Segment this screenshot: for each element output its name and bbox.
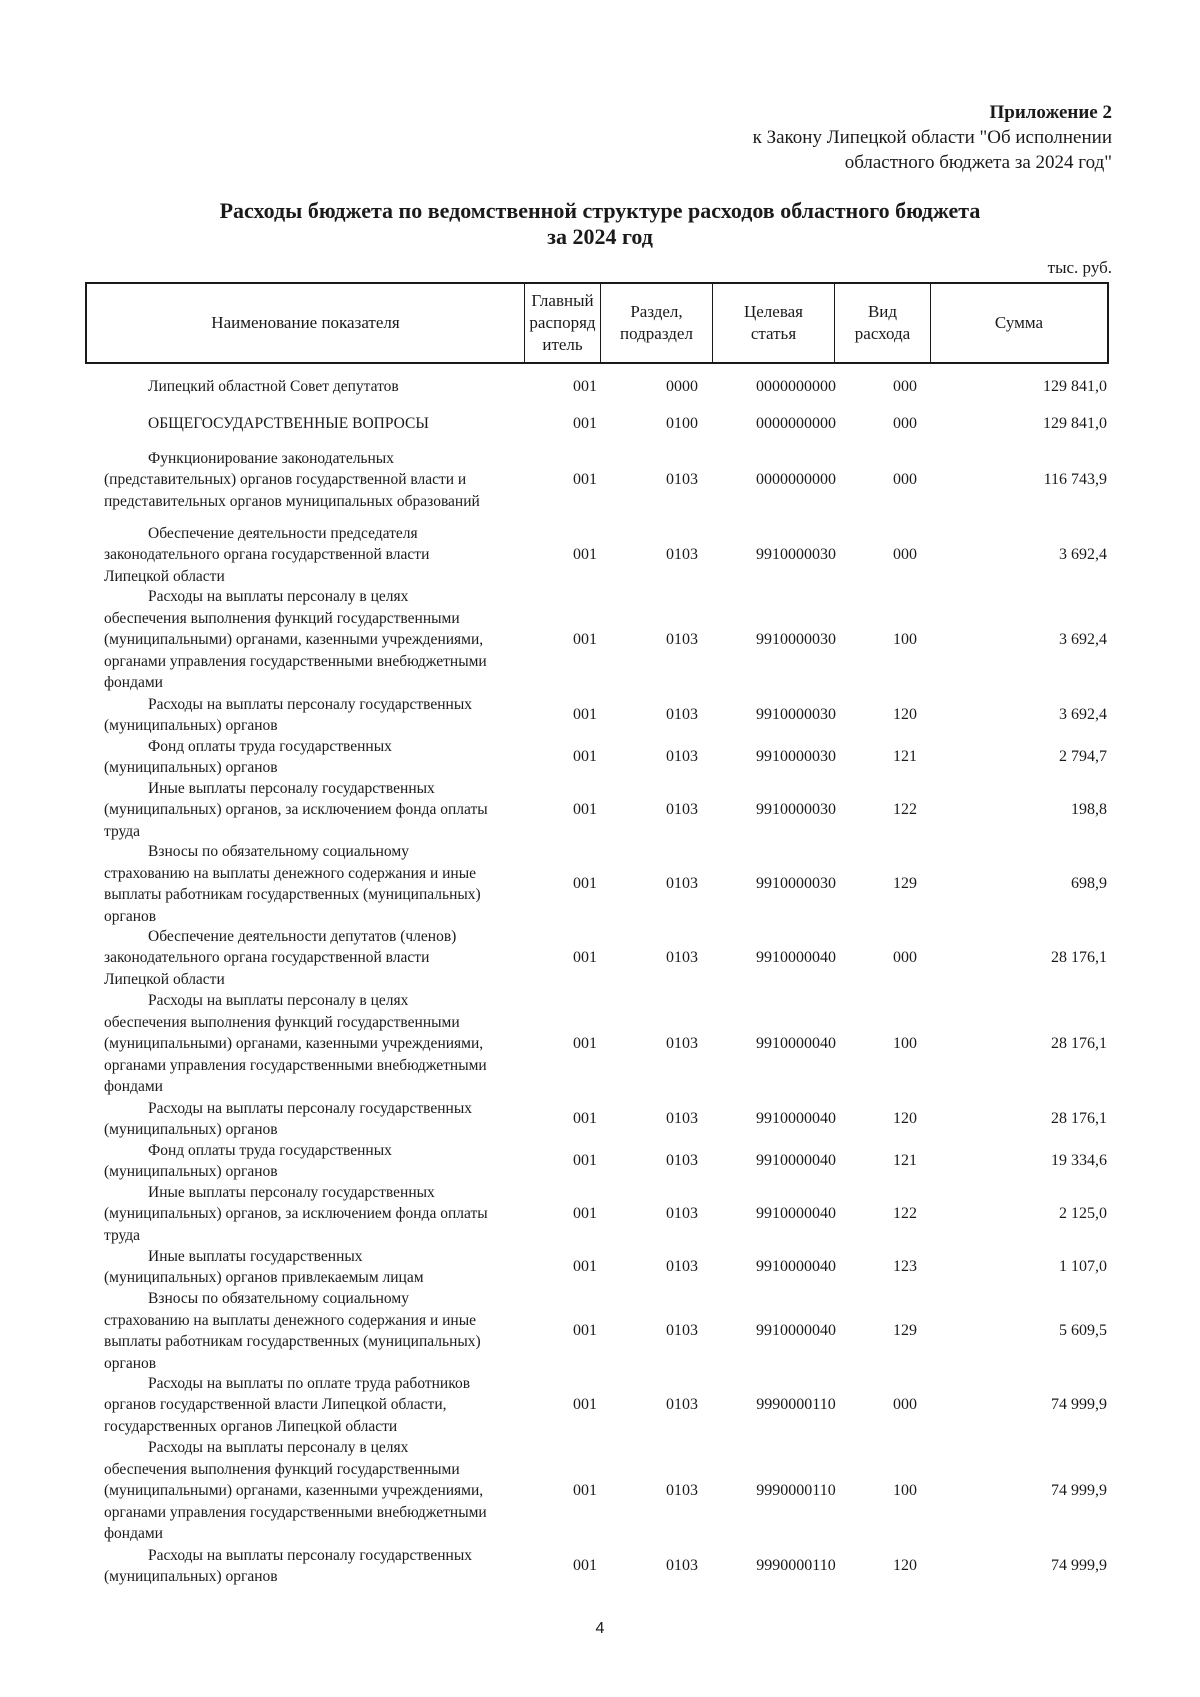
row-tsel: 9990000110	[756, 1396, 836, 1414]
row-name	[104, 523, 540, 588]
row-name	[104, 1246, 540, 1289]
row-tsel: 9910000040	[756, 1258, 836, 1276]
row-tsel: 9910000030	[756, 546, 836, 564]
row-glav: 001	[573, 1152, 597, 1170]
row-sum: 74 999,9	[1051, 1557, 1107, 1575]
row-razd: 0103	[666, 1258, 698, 1276]
row-vid: 121	[893, 1152, 917, 1170]
row-vid: 100	[893, 631, 917, 649]
row-sum: 2 794,7	[1059, 748, 1107, 766]
row-name-line: органами управления государственными внебюджетными	[104, 1503, 487, 1521]
row-name-line: (муниципальными) органами, казенными учреждениями,	[104, 631, 484, 649]
row-name	[104, 586, 540, 694]
row-name-line: фондами	[104, 1078, 163, 1096]
row-name-line: труда	[104, 822, 141, 840]
row-name	[104, 1437, 540, 1545]
row-glav: 001	[573, 1322, 597, 1340]
row-glav: 001	[573, 1035, 597, 1053]
row-name-line: (муниципальными) органами, казенными учреждениями,	[104, 1035, 484, 1053]
row-name-line: Липецкой области	[104, 567, 225, 585]
row-name-line: Расходы на выплаты персоналу в целях	[148, 992, 409, 1010]
row-vid: 120	[893, 1110, 917, 1128]
row-name	[104, 1545, 540, 1588]
header-tsel	[713, 284, 835, 362]
table-header	[85, 282, 1109, 364]
row-sum: 698,9	[1071, 875, 1107, 893]
row-tsel: 9910000030	[756, 801, 836, 819]
row-tsel: 9910000040	[756, 1205, 836, 1223]
row-sum: 1 107,0	[1059, 1258, 1107, 1276]
row-name-line: Взносы по обязательному социальному	[148, 1290, 409, 1307]
row-name-line: ОБЩЕГОСУДАРСТВЕННЫЕ ВОПРОСЫ	[148, 415, 429, 433]
row-tsel: 0000000000	[756, 378, 836, 396]
row-name-line: страхованию на выплаты денежного содержания и иные	[104, 1311, 476, 1329]
row-tsel: 0000000000	[756, 415, 836, 433]
row-sum: 2 125,0	[1059, 1205, 1107, 1223]
row-name	[104, 1182, 540, 1247]
row-sum: 74 999,9	[1051, 1396, 1107, 1414]
row-tsel: 9910000040	[756, 1110, 836, 1128]
header-glav-line-2: распоряд	[529, 313, 596, 332]
row-name-line: Обеспечение деятельности председателя	[148, 524, 418, 542]
row-glav: 001	[573, 1482, 597, 1500]
row-razd: 0103	[666, 1396, 698, 1414]
row-name-line: законодательного органа государственной власти	[104, 546, 430, 564]
row-razd: 0103	[666, 1035, 698, 1053]
row-sum: 3 692,4	[1059, 706, 1107, 724]
row-vid: 000	[893, 546, 917, 564]
row-name-line: органов	[104, 907, 157, 925]
row-vid: 121	[893, 748, 917, 766]
row-glav: 001	[573, 748, 597, 766]
header-sum	[931, 284, 1107, 362]
row-name-line: фондами	[104, 1525, 163, 1543]
row-name	[104, 376, 540, 398]
row-name-line: государственных органов Липецкой области	[104, 1417, 398, 1435]
row-sum: 19 334,6	[1051, 1152, 1107, 1170]
row-glav: 001	[573, 1258, 597, 1276]
row-sum: 116 743,9	[1043, 471, 1107, 489]
header-razd	[601, 284, 713, 362]
row-tsel: 9910000040	[756, 1152, 836, 1170]
row-name-line: (муниципальных) органов, за исключением фонда оплаты	[104, 801, 488, 819]
row-sum: 74 999,9	[1051, 1482, 1107, 1500]
row-vid: 000	[893, 949, 917, 967]
row-name-line: Липецкий областной Совет депутатов	[148, 378, 399, 396]
header-glav	[525, 284, 601, 362]
row-name	[104, 413, 540, 435]
row-name	[104, 736, 540, 779]
row-razd: 0103	[666, 1322, 698, 1340]
row-name-line: Расходы на выплаты персоналу государственных	[148, 1099, 472, 1117]
row-razd: 0103	[666, 1205, 698, 1223]
header-vid-line-1: Вид	[867, 302, 898, 321]
row-razd: 0103	[666, 875, 698, 893]
row-tsel: 9910000040	[756, 1322, 836, 1340]
row-sum: 28 176,1	[1051, 949, 1107, 967]
row-razd: 0103	[666, 631, 698, 649]
appendix-block	[753, 100, 1112, 175]
row-name-line: обеспечения выполнения функций государственными	[104, 1013, 460, 1031]
row-razd: 0100	[666, 415, 698, 433]
row-name-line: (муниципальных) органов, за исключением фонда оплаты	[104, 1205, 488, 1223]
row-name-line: Обеспечение деятельности депутатов (членов)	[148, 927, 457, 945]
row-razd: 0103	[666, 706, 698, 724]
header-name-text: Наименование показателя	[211, 313, 400, 332]
row-vid: 129	[893, 1322, 917, 1340]
row-name-line: выплаты работникам государственных (муниципальных)	[104, 886, 481, 903]
row-tsel: 9910000030	[756, 748, 836, 766]
row-name-line: Расходы на выплаты персоналу государственных	[148, 1546, 472, 1564]
row-name-line: органами управления государственными внебюджетными	[104, 652, 487, 670]
row-name	[104, 694, 540, 737]
row-name-line: органами управления государственными внебюджетными	[104, 1056, 487, 1074]
row-glav: 001	[573, 415, 597, 433]
row-glav: 001	[573, 1205, 597, 1223]
row-sum: 198,8	[1071, 801, 1107, 819]
row-name-line: Расходы на выплаты персоналу в целях	[148, 588, 409, 606]
row-name-line: обеспечения выполнения функций государственными	[104, 1460, 460, 1478]
row-vid: 000	[893, 471, 917, 489]
units-label: тыс. руб.	[1047, 258, 1112, 277]
row-tsel: 0000000000	[756, 471, 836, 489]
header-name	[87, 284, 525, 362]
row-name	[104, 778, 540, 843]
row-vid: 123	[893, 1258, 917, 1276]
row-name-line: обеспечения выполнения функций государственными	[104, 609, 460, 627]
row-razd: 0103	[666, 1110, 698, 1128]
row-name-line: органов государственной власти Липецкой области,	[104, 1396, 447, 1414]
row-sum: 3 692,4	[1059, 546, 1107, 564]
header-vid	[835, 284, 931, 362]
row-name-line: Иные выплаты государственных	[148, 1247, 363, 1265]
row-razd: 0103	[666, 546, 698, 564]
row-tsel: 9910000040	[756, 1035, 836, 1053]
row-tsel: 9910000030	[756, 875, 836, 893]
row-name-line: (муниципальных) органов привлекаемым лицам	[104, 1269, 424, 1286]
row-vid: 100	[893, 1035, 917, 1053]
row-vid: 000	[893, 415, 917, 433]
row-name-line: выплаты работникам государственных (муниципальных)	[104, 1333, 481, 1350]
row-name-line: Фонд оплаты труда государственных	[148, 737, 392, 755]
row-razd: 0103	[666, 949, 698, 967]
header-vid-line-2: расхода	[854, 324, 911, 343]
row-name-line: Иные выплаты персоналу государственных	[148, 1183, 435, 1201]
row-vid: 000	[893, 1396, 917, 1414]
row-vid: 120	[893, 1557, 917, 1575]
row-vid: 100	[893, 1482, 917, 1500]
row-tsel: 9910000030	[756, 631, 836, 649]
row-name	[104, 1098, 540, 1141]
row-tsel: 9990000110	[756, 1557, 836, 1575]
row-sum: 3 692,4	[1059, 631, 1107, 649]
row-glav: 001	[573, 801, 597, 819]
row-name-line: труда	[104, 1226, 141, 1244]
row-name-line: представительных органов муниципальных образований	[104, 492, 480, 510]
row-glav: 001	[573, 1557, 597, 1575]
row-name-line: Фонд оплаты труда государственных	[148, 1141, 392, 1159]
row-glav: 001	[573, 471, 597, 489]
document-title	[80, 198, 1120, 250]
appendix-label: Приложение 2	[989, 102, 1112, 123]
appendix-line-1: к Закону Липецкой области "Об исполнении	[752, 127, 1112, 148]
row-name-line: Функционирование законодательных	[148, 449, 394, 467]
page-number: 4	[595, 1620, 605, 1637]
row-name	[104, 990, 540, 1098]
row-razd: 0103	[666, 1557, 698, 1575]
row-name	[104, 1373, 540, 1438]
row-vid: 120	[893, 706, 917, 724]
row-glav: 001	[573, 949, 597, 967]
row-name-line: (представительных) органов государственной власти и	[104, 471, 467, 489]
row-name-line: Липецкой области	[104, 970, 225, 988]
appendix-line-2: областного бюджета за 2024 год"	[844, 152, 1112, 173]
header-tsel-line-2: статья	[750, 324, 797, 343]
row-name	[104, 448, 540, 513]
row-razd: 0103	[666, 748, 698, 766]
row-glav: 001	[573, 1110, 597, 1128]
header-tsel-line-1: Целевая	[743, 302, 804, 321]
row-name-line: (муниципальных) органов	[104, 759, 278, 776]
row-name-line: законодательного органа государственной власти	[104, 949, 430, 967]
row-sum: 28 176,1	[1051, 1035, 1107, 1053]
row-glav: 001	[573, 378, 597, 396]
row-name-line: (муниципальных) органов	[104, 1163, 278, 1180]
title-line-1: Расходы бюджета по ведомственной структуре расходов областного бюджета	[219, 198, 981, 223]
row-tsel: 9910000030	[756, 706, 836, 724]
row-razd: 0103	[666, 1152, 698, 1170]
row-name	[104, 926, 540, 991]
row-name	[104, 1288, 540, 1374]
row-tsel: 9990000110	[756, 1482, 836, 1500]
row-name-line: Расходы на выплаты персоналу государственных	[148, 695, 472, 713]
row-glav: 001	[573, 546, 597, 564]
row-name-line: органов	[104, 1354, 157, 1372]
row-sum: 28 176,1	[1051, 1110, 1107, 1128]
row-name-line: Иные выплаты персоналу государственных	[148, 779, 435, 797]
row-name-line: страхованию на выплаты денежного содержания и иные	[104, 864, 476, 882]
row-vid: 000	[893, 378, 917, 396]
header-sum-text: Сумма	[994, 313, 1044, 332]
row-name-line: (муниципальных) органов	[104, 1121, 278, 1138]
row-name-line: (муниципальными) органами, казенными учреждениями,	[104, 1482, 484, 1500]
header-razd-line-2: подраздел	[620, 324, 693, 343]
row-sum: 5 609,5	[1059, 1322, 1107, 1340]
header-razd-line-1: Раздел,	[630, 302, 683, 321]
row-name-line: Расходы на выплаты персоналу в целях	[148, 1439, 409, 1457]
row-name-line: Взносы по обязательному социальному	[148, 843, 409, 860]
row-vid: 122	[893, 801, 917, 819]
row-name-line: (муниципальных) органов	[104, 1568, 278, 1585]
row-glav: 001	[573, 875, 597, 893]
row-tsel: 9910000040	[756, 949, 836, 967]
row-name	[104, 841, 540, 927]
row-name	[104, 1140, 540, 1183]
title-line-2: за 2024 год	[547, 224, 653, 249]
row-vid: 122	[893, 1205, 917, 1223]
row-name-line: Расходы на выплаты по оплате труда работников	[148, 1374, 471, 1392]
row-razd: 0103	[666, 471, 698, 489]
row-glav: 001	[573, 631, 597, 649]
row-sum: 129 841,0	[1043, 378, 1107, 396]
row-razd: 0103	[666, 1482, 698, 1500]
row-razd: 0103	[666, 801, 698, 819]
row-glav: 001	[573, 706, 597, 724]
row-razd: 0000	[666, 378, 698, 396]
header-glav-line-3: итель	[542, 335, 583, 354]
row-glav: 001	[573, 1396, 597, 1414]
header-glav-line-1: Главный	[531, 291, 594, 310]
row-sum: 129 841,0	[1043, 415, 1107, 433]
row-name-line: фондами	[104, 674, 163, 692]
row-name-line: (муниципальных) органов	[104, 717, 278, 734]
row-vid: 129	[893, 875, 917, 893]
